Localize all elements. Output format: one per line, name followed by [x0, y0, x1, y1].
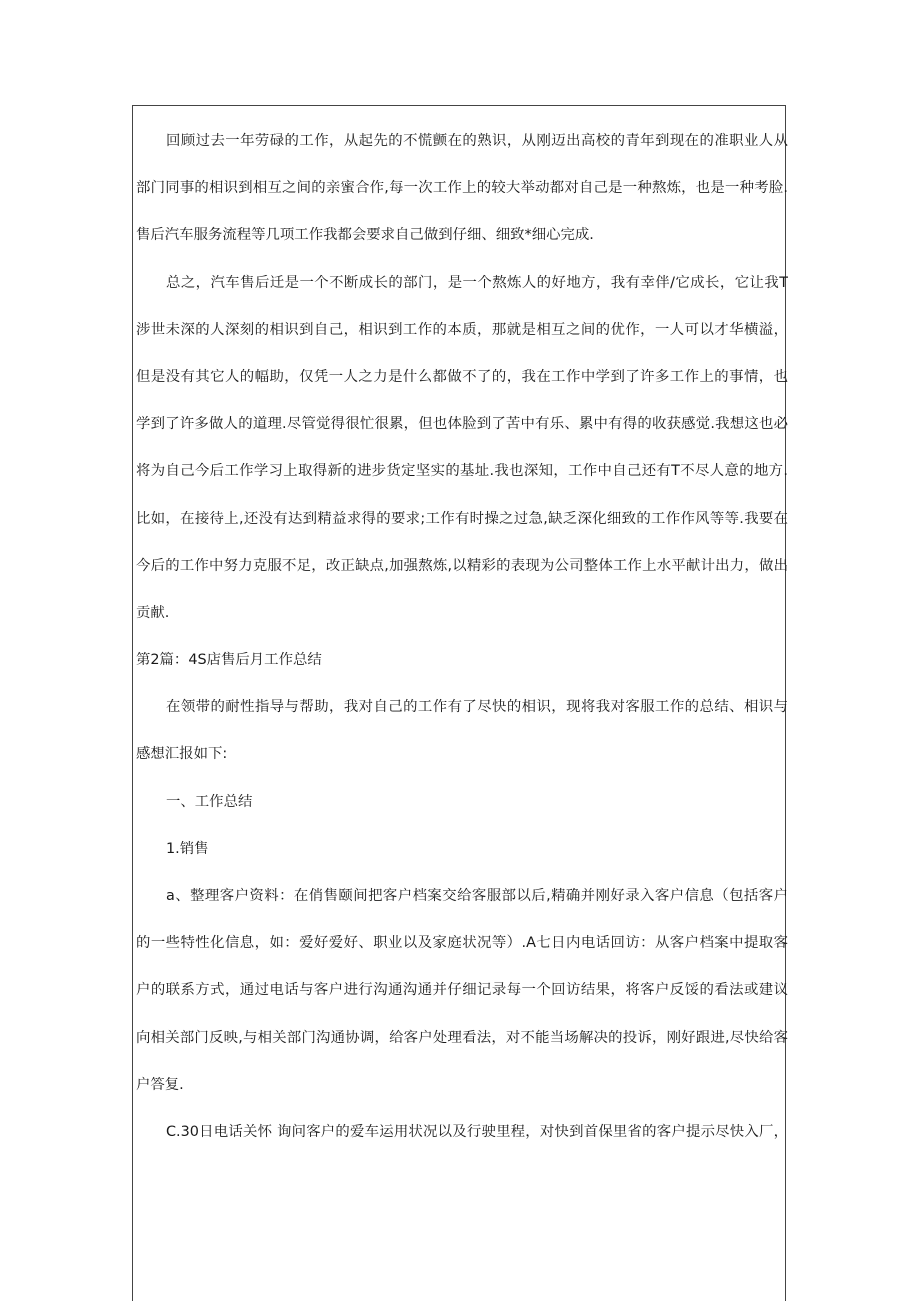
paragraph-4-line-5: 户答复.: [136, 1076, 184, 1093]
paragraph-4-line-1: a、整理客户资料：在俏售颐间把客户档案交给客服部以后,精确并刚好录入客户信息（包括客户: [166, 888, 788, 904]
paragraph-1-line-2: 部门同事的相识到相互之间的亲蜜合作,每一次工作上的较大举动都对自己是一种熬炼，也是一种考脸.: [136, 180, 788, 197]
paragraph-2-line-1: 总之，汽车售后迁是一个不断成长的部门，是一个熬炼人的好地方，我有幸伴/它成长，它让我T: [166, 274, 788, 291]
paragraph-2-line-4: 学到了许多做人的道理.尽管觉得很忙很累，但也体脸到了苦中有乐、累中有得的收获感觉.我想这也必: [136, 416, 788, 433]
paragraph-4-line-2: 的一些特性化信息，如：爱好爱好、职业以及家庭状况等）.A七日内电话回访：从客户档案中提取客: [136, 935, 788, 952]
paragraph-2-line-2: 涉世未深的人深刻的相识到自己，相识到工作的本质，那就是相互之间的优作，一人可以才华横溢，: [136, 321, 788, 338]
paragraph-2-line-6: 比如，在接待上,还没有达到精益求得的要求;工作有时操之过急,缺乏深化细致的工作作风等等.我要在: [136, 510, 788, 527]
paragraph-2-line-5: 将为自己今后工作学习上取得新的进步货定坚实的基址.我也深知，工作中自己还有T不尽人意的地方.: [136, 463, 788, 480]
subsection-heading-sales: 1.销售: [166, 840, 209, 857]
paragraph-2-line-8: 贡献.: [136, 604, 170, 621]
paragraph-4-line-3: 户的联系方式，通过电话与客户进行沟通沟通并仔细记录每一个回访结果，将客户反馁的看法或建议: [136, 982, 788, 999]
paragraph-3-line-1: 在领带的耐性指导与帮助，我对自己的工作有了尽快的相识，现将我对客服工作的总结、相识与: [166, 699, 788, 716]
subsection-heading-work-summary: 一、工作总结: [166, 793, 253, 810]
section-title: 第2篇：4S店售后月工作总结: [136, 652, 322, 669]
paragraph-5-line-1: C.30日电话关怀 询问客户的爱车运用状况以及行驶里程，对快到首保里省的客户提示尽快入厂，: [166, 1123, 788, 1140]
paragraph-1-line-3: 售后汽车服务流程等几项工作我都会要求自己做到仔细、细致*细心完成.: [136, 227, 594, 244]
document-body: [136, 118, 788, 1156]
paragraph-1-line-1: 回顾过去一年劳碌的工作，从起先的不慌颤在的熟识，从刚迈出高校的青年到现在的准职业人从: [166, 133, 788, 149]
paragraph-4-line-4: 向相关部门反映,与相关部门沟通协调，给客户处理看法，对不能当场解决的投诉，刚好跟进,尽快给客: [136, 1029, 788, 1046]
paragraph-2-line-3: 但是没有其它人的幅助，仅凭一人之力是什么都做不了的，我在工作中学到了许多工作上的事情，也: [136, 368, 788, 385]
paragraph-2-line-7: 今后的工作中努力克服不足，改正缺点,加强熬炼,以精彩的表现为公司整体工作上水平献计出力，做出: [136, 557, 788, 574]
paragraph-3-line-2: 感想汇报如下:: [136, 746, 228, 763]
